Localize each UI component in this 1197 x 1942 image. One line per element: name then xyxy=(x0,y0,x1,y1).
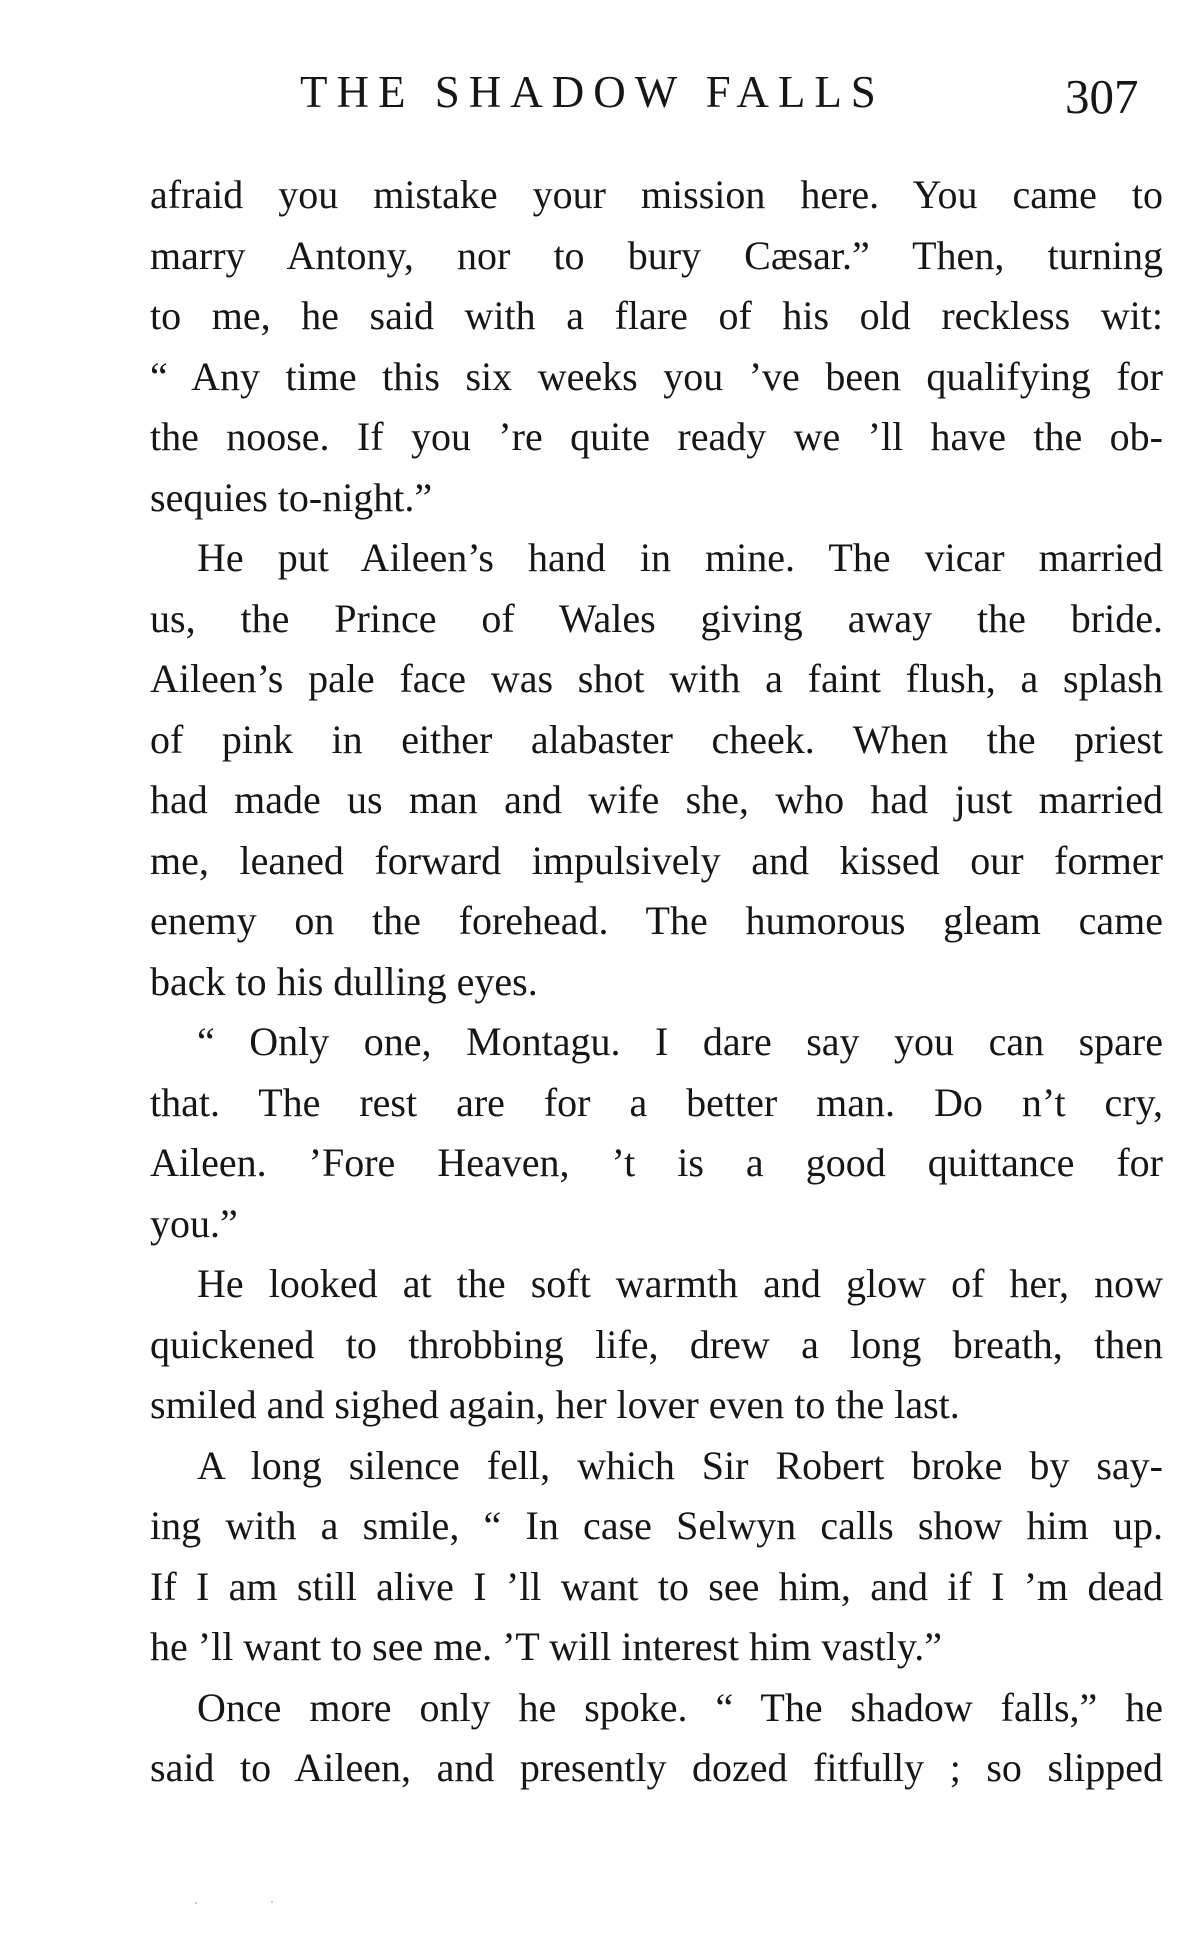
text-line: had made us man and wife she, who had just married xyxy=(150,777,1163,822)
text-line: that. The rest are for a better man. Do n’t cry, xyxy=(150,1079,1163,1125)
paragraph-2 xyxy=(150,528,1163,1012)
body-text xyxy=(150,165,1163,1799)
paragraph-6 xyxy=(150,1678,1163,1799)
text-line: “ Any time this six weeks you ’ve been qualifying for xyxy=(150,353,1163,399)
text-line: ing with a smile, “ In case Selwyn calls show him up. xyxy=(150,1503,1163,1548)
text-line: said to Aileen, and presently dozed fitfully ; so slipped xyxy=(150,1745,1163,1790)
paragraph-4 xyxy=(150,1254,1163,1436)
page-header xyxy=(0,66,1197,126)
text-line: Once more only he spoke. “ The shadow falls,” he xyxy=(197,1684,1163,1730)
paragraph-3 xyxy=(150,1012,1163,1254)
text-line: Aileen. ’Fore Heaven, ’t is a good quittance for xyxy=(150,1140,1163,1185)
text-line: Aileen’s pale face was shot with a faint flush, a splash xyxy=(150,656,1163,701)
text-line: smiled and sighed again, her lover even to the last. xyxy=(150,1382,960,1427)
text-line: enemy on the forehead. The humorous gleam came xyxy=(150,898,1163,943)
text-line: sequies to-night.” xyxy=(150,474,433,520)
text-line: He put Aileen’s hand in mine. The vicar married xyxy=(197,535,1163,580)
paragraph-1 xyxy=(150,165,1163,528)
text-line: afraid you mistake your mission here. You came to xyxy=(150,172,1163,217)
text-line: the noose. If you ’re quite ready we ’ll have the ob- xyxy=(150,414,1163,459)
text-line: back to his dulling eyes. xyxy=(150,958,538,1004)
text-line: to me, he said with a flare of his old reckless wit: xyxy=(150,293,1163,338)
text-line: If I am still alive I ’ll want to see him, and if I ’m dead xyxy=(150,1563,1163,1609)
text-line: you.” xyxy=(150,1200,238,1246)
text-line: of pink in either alabaster cheek. When the priest xyxy=(150,716,1163,762)
scan-specks xyxy=(190,1900,290,1906)
text-line: marry Antony, nor to bury Cæsar.” Then, turning xyxy=(150,232,1163,278)
text-line: us, the Prince of Wales giving away the bride. xyxy=(150,595,1163,641)
running-head: THE SHADOW FALLS xyxy=(300,67,885,117)
text-line: me, leaned forward impulsively and kissed our former xyxy=(150,837,1163,883)
text-line: He looked at the soft warmth and glow of her, now xyxy=(197,1261,1163,1306)
text-line: quickened to throbbing life, drew a long breath, then xyxy=(150,1321,1163,1367)
text-line: A long silence fell, which Sir Robert broke by say- xyxy=(197,1442,1163,1488)
page-number: 307 xyxy=(1065,69,1139,124)
paragraph-5 xyxy=(150,1436,1163,1678)
text-line: he ’ll want to see me. ’T will interest him vastly.” xyxy=(150,1624,943,1669)
text-line: “ Only one, Montagu. I dare say you can spare xyxy=(197,1019,1163,1064)
